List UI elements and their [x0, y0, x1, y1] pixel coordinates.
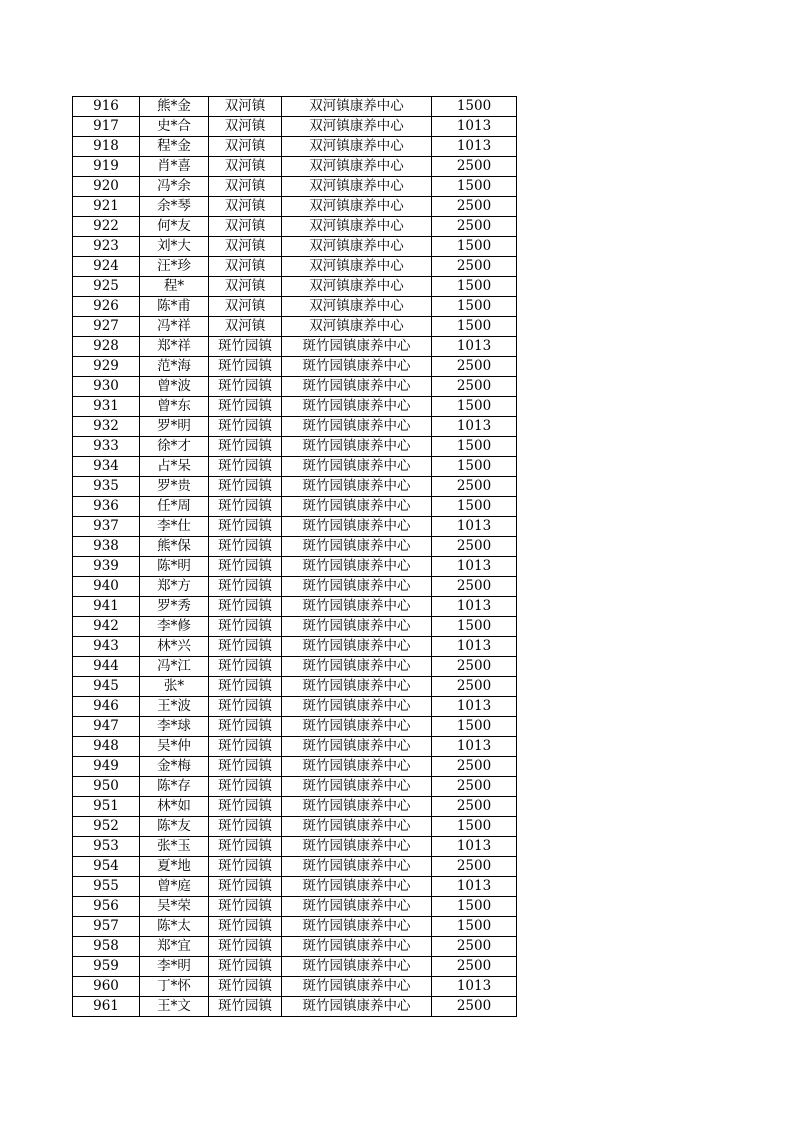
care-center-cell: 斑竹园镇康养中心 — [282, 857, 432, 877]
person-name-cell: 熊*金 — [140, 97, 209, 117]
row-number-cell: 927 — [73, 317, 140, 337]
person-name-cell: 郑*宜 — [140, 937, 209, 957]
amount-cell: 2500 — [432, 677, 517, 697]
row-number-cell: 931 — [73, 397, 140, 417]
person-name-cell: 曾*波 — [140, 377, 209, 397]
row-number-cell: 934 — [73, 457, 140, 477]
amount-cell: 2500 — [432, 797, 517, 817]
row-number-cell: 945 — [73, 677, 140, 697]
person-name-cell: 金*梅 — [140, 757, 209, 777]
table-row — [73, 517, 517, 537]
amount-cell: 2500 — [432, 157, 517, 177]
amount-cell: 1500 — [432, 617, 517, 637]
table-row — [73, 477, 517, 497]
person-name-cell: 陈*甫 — [140, 297, 209, 317]
table-row — [73, 457, 517, 477]
amount-cell: 1500 — [432, 297, 517, 317]
care-center-cell: 双河镇康养中心 — [282, 197, 432, 217]
town-cell: 斑竹园镇 — [209, 877, 282, 897]
care-center-cell: 斑竹园镇康养中心 — [282, 737, 432, 757]
town-cell: 斑竹园镇 — [209, 617, 282, 637]
amount-cell: 1500 — [432, 397, 517, 417]
table-row — [73, 297, 517, 317]
row-number-cell: 930 — [73, 377, 140, 397]
amount-cell: 2500 — [432, 577, 517, 597]
row-number-cell: 949 — [73, 757, 140, 777]
amount-cell: 2500 — [432, 377, 517, 397]
person-name-cell: 罗*明 — [140, 417, 209, 437]
town-cell: 双河镇 — [209, 277, 282, 297]
amount-cell: 1013 — [432, 517, 517, 537]
person-name-cell: 夏*地 — [140, 857, 209, 877]
care-center-cell: 斑竹园镇康养中心 — [282, 477, 432, 497]
row-number-cell: 940 — [73, 577, 140, 597]
row-number-cell: 947 — [73, 717, 140, 737]
amount-cell: 2500 — [432, 477, 517, 497]
town-cell: 斑竹园镇 — [209, 357, 282, 377]
amount-cell: 1013 — [432, 597, 517, 617]
table-row — [73, 717, 517, 737]
row-number-cell: 942 — [73, 617, 140, 637]
row-number-cell: 957 — [73, 917, 140, 937]
care-center-cell: 斑竹园镇康养中心 — [282, 597, 432, 617]
amount-cell: 1013 — [432, 697, 517, 717]
person-name-cell: 占*呆 — [140, 457, 209, 477]
table-row — [73, 817, 517, 837]
person-name-cell: 李*修 — [140, 617, 209, 637]
care-center-cell: 斑竹园镇康养中心 — [282, 697, 432, 717]
care-center-cell: 斑竹园镇康养中心 — [282, 437, 432, 457]
person-name-cell: 王*文 — [140, 997, 209, 1017]
person-name-cell: 张* — [140, 677, 209, 697]
town-cell: 斑竹园镇 — [209, 977, 282, 997]
row-number-cell: 920 — [73, 177, 140, 197]
person-name-cell: 余*琴 — [140, 197, 209, 217]
care-center-cell: 斑竹园镇康养中心 — [282, 357, 432, 377]
care-center-cell: 双河镇康养中心 — [282, 177, 432, 197]
table-row — [73, 157, 517, 177]
row-number-cell: 948 — [73, 737, 140, 757]
care-center-cell: 双河镇康养中心 — [282, 217, 432, 237]
town-cell: 斑竹园镇 — [209, 697, 282, 717]
town-cell: 双河镇 — [209, 197, 282, 217]
person-name-cell: 任*周 — [140, 497, 209, 517]
town-cell: 斑竹园镇 — [209, 677, 282, 697]
care-center-cell: 斑竹园镇康养中心 — [282, 457, 432, 477]
care-center-cell: 斑竹园镇康养中心 — [282, 417, 432, 437]
person-name-cell: 陈*存 — [140, 777, 209, 797]
town-cell: 双河镇 — [209, 177, 282, 197]
table-row — [73, 557, 517, 577]
town-cell: 双河镇 — [209, 237, 282, 257]
row-number-cell: 926 — [73, 297, 140, 317]
table-row — [73, 797, 517, 817]
care-center-cell: 双河镇康养中心 — [282, 277, 432, 297]
table-row — [73, 897, 517, 917]
care-center-cell: 双河镇康养中心 — [282, 137, 432, 157]
care-center-cell: 斑竹园镇康养中心 — [282, 917, 432, 937]
amount-cell: 1500 — [432, 917, 517, 937]
person-name-cell: 吴*仲 — [140, 737, 209, 757]
person-name-cell: 程* — [140, 277, 209, 297]
person-name-cell: 郑*祥 — [140, 337, 209, 357]
table-row — [73, 197, 517, 217]
person-name-cell: 刘*大 — [140, 237, 209, 257]
table-row — [73, 677, 517, 697]
care-center-cell: 斑竹园镇康养中心 — [282, 817, 432, 837]
row-number-cell: 935 — [73, 477, 140, 497]
person-name-cell: 丁*怀 — [140, 977, 209, 997]
person-name-cell: 汪*珍 — [140, 257, 209, 277]
care-center-cell: 斑竹园镇康养中心 — [282, 377, 432, 397]
row-number-cell: 928 — [73, 337, 140, 357]
table-row — [73, 777, 517, 797]
care-center-cell: 斑竹园镇康养中心 — [282, 637, 432, 657]
care-center-cell: 双河镇康养中心 — [282, 97, 432, 117]
data-table — [72, 96, 517, 1017]
table-row — [73, 637, 517, 657]
amount-cell: 1013 — [432, 337, 517, 357]
care-center-cell: 双河镇康养中心 — [282, 297, 432, 317]
care-center-cell: 斑竹园镇康养中心 — [282, 617, 432, 637]
table-row — [73, 177, 517, 197]
table-row — [73, 657, 517, 677]
town-cell: 斑竹园镇 — [209, 857, 282, 877]
row-number-cell: 919 — [73, 157, 140, 177]
town-cell: 斑竹园镇 — [209, 417, 282, 437]
town-cell: 斑竹园镇 — [209, 397, 282, 417]
amount-cell: 2500 — [432, 217, 517, 237]
town-cell: 斑竹园镇 — [209, 637, 282, 657]
town-cell: 双河镇 — [209, 317, 282, 337]
town-cell: 斑竹园镇 — [209, 557, 282, 577]
care-center-cell: 斑竹园镇康养中心 — [282, 997, 432, 1017]
town-cell: 斑竹园镇 — [209, 337, 282, 357]
table-row — [73, 877, 517, 897]
care-center-cell: 斑竹园镇康养中心 — [282, 397, 432, 417]
person-name-cell: 史*合 — [140, 117, 209, 137]
table-row — [73, 697, 517, 717]
amount-cell: 1500 — [432, 97, 517, 117]
town-cell: 斑竹园镇 — [209, 837, 282, 857]
row-number-cell: 938 — [73, 537, 140, 557]
care-center-cell: 斑竹园镇康养中心 — [282, 837, 432, 857]
town-cell: 斑竹园镇 — [209, 937, 282, 957]
person-name-cell: 罗*贵 — [140, 477, 209, 497]
person-name-cell: 吴*荣 — [140, 897, 209, 917]
row-number-cell: 939 — [73, 557, 140, 577]
care-center-cell: 斑竹园镇康养中心 — [282, 977, 432, 997]
table-row — [73, 377, 517, 397]
amount-cell: 1013 — [432, 137, 517, 157]
row-number-cell: 924 — [73, 257, 140, 277]
row-number-cell: 956 — [73, 897, 140, 917]
care-center-cell: 斑竹园镇康养中心 — [282, 757, 432, 777]
table-row — [73, 217, 517, 237]
row-number-cell: 959 — [73, 957, 140, 977]
row-number-cell: 929 — [73, 357, 140, 377]
amount-cell: 1013 — [432, 117, 517, 137]
town-cell: 斑竹园镇 — [209, 997, 282, 1017]
amount-cell: 1013 — [432, 837, 517, 857]
row-number-cell: 922 — [73, 217, 140, 237]
person-name-cell: 王*波 — [140, 697, 209, 717]
person-name-cell: 李*明 — [140, 957, 209, 977]
table-body — [73, 97, 517, 1017]
table-row — [73, 617, 517, 637]
care-center-cell: 斑竹园镇康养中心 — [282, 717, 432, 737]
amount-cell: 2500 — [432, 777, 517, 797]
care-center-cell: 斑竹园镇康养中心 — [282, 557, 432, 577]
row-number-cell: 954 — [73, 857, 140, 877]
person-name-cell: 陈*明 — [140, 557, 209, 577]
town-cell: 斑竹园镇 — [209, 457, 282, 477]
row-number-cell: 960 — [73, 977, 140, 997]
row-number-cell: 923 — [73, 237, 140, 257]
care-center-cell: 斑竹园镇康养中心 — [282, 337, 432, 357]
person-name-cell: 曾*庭 — [140, 877, 209, 897]
row-number-cell: 952 — [73, 817, 140, 837]
town-cell: 斑竹园镇 — [209, 897, 282, 917]
care-center-cell: 斑竹园镇康养中心 — [282, 957, 432, 977]
care-center-cell: 斑竹园镇康养中心 — [282, 577, 432, 597]
person-name-cell: 林*兴 — [140, 637, 209, 657]
row-number-cell: 944 — [73, 657, 140, 677]
town-cell: 双河镇 — [209, 117, 282, 137]
amount-cell: 2500 — [432, 957, 517, 977]
care-center-cell: 双河镇康养中心 — [282, 317, 432, 337]
care-center-cell: 斑竹园镇康养中心 — [282, 797, 432, 817]
amount-cell: 1500 — [432, 437, 517, 457]
town-cell: 斑竹园镇 — [209, 797, 282, 817]
amount-cell: 1500 — [432, 277, 517, 297]
table-row — [73, 857, 517, 877]
table-row — [73, 237, 517, 257]
amount-cell: 1500 — [432, 717, 517, 737]
row-number-cell: 941 — [73, 597, 140, 617]
row-number-cell: 946 — [73, 697, 140, 717]
town-cell: 斑竹园镇 — [209, 497, 282, 517]
amount-cell: 2500 — [432, 757, 517, 777]
town-cell: 双河镇 — [209, 217, 282, 237]
table-row — [73, 97, 517, 117]
amount-cell: 1500 — [432, 237, 517, 257]
amount-cell: 1013 — [432, 877, 517, 897]
table-row — [73, 397, 517, 417]
amount-cell: 2500 — [432, 657, 517, 677]
amount-cell: 1013 — [432, 737, 517, 757]
table-row — [73, 117, 517, 137]
town-cell: 斑竹园镇 — [209, 957, 282, 977]
table-row — [73, 937, 517, 957]
row-number-cell: 953 — [73, 837, 140, 857]
town-cell: 斑竹园镇 — [209, 437, 282, 457]
row-number-cell: 950 — [73, 777, 140, 797]
person-name-cell: 冯*江 — [140, 657, 209, 677]
care-center-cell: 斑竹园镇康养中心 — [282, 937, 432, 957]
table-row — [73, 497, 517, 517]
amount-cell: 1500 — [432, 177, 517, 197]
town-cell: 斑竹园镇 — [209, 777, 282, 797]
person-name-cell: 程*金 — [140, 137, 209, 157]
table-row — [73, 957, 517, 977]
table-row — [73, 337, 517, 357]
town-cell: 双河镇 — [209, 97, 282, 117]
table-row — [73, 417, 517, 437]
table-row — [73, 917, 517, 937]
person-name-cell: 张*玉 — [140, 837, 209, 857]
amount-cell: 2500 — [432, 357, 517, 377]
row-number-cell: 955 — [73, 877, 140, 897]
care-center-cell: 斑竹园镇康养中心 — [282, 897, 432, 917]
person-name-cell: 李*球 — [140, 717, 209, 737]
town-cell: 斑竹园镇 — [209, 917, 282, 937]
table-row — [73, 357, 517, 377]
care-center-cell: 斑竹园镇康养中心 — [282, 777, 432, 797]
care-center-cell: 斑竹园镇康养中心 — [282, 677, 432, 697]
town-cell: 斑竹园镇 — [209, 737, 282, 757]
amount-cell: 1013 — [432, 417, 517, 437]
amount-cell: 2500 — [432, 197, 517, 217]
table-row — [73, 137, 517, 157]
row-number-cell: 961 — [73, 997, 140, 1017]
table-row — [73, 837, 517, 857]
amount-cell: 1500 — [432, 897, 517, 917]
care-center-cell: 双河镇康养中心 — [282, 157, 432, 177]
row-number-cell: 916 — [73, 97, 140, 117]
amount-cell: 2500 — [432, 997, 517, 1017]
table-row — [73, 277, 517, 297]
row-number-cell: 958 — [73, 937, 140, 957]
person-name-cell: 冯*余 — [140, 177, 209, 197]
row-number-cell: 937 — [73, 517, 140, 537]
amount-cell: 1500 — [432, 317, 517, 337]
amount-cell: 1500 — [432, 817, 517, 837]
person-name-cell: 郑*方 — [140, 577, 209, 597]
town-cell: 斑竹园镇 — [209, 817, 282, 837]
town-cell: 斑竹园镇 — [209, 517, 282, 537]
row-number-cell: 921 — [73, 197, 140, 217]
care-center-cell: 斑竹园镇康养中心 — [282, 497, 432, 517]
care-center-cell: 斑竹园镇康养中心 — [282, 537, 432, 557]
town-cell: 斑竹园镇 — [209, 717, 282, 737]
table-row — [73, 737, 517, 757]
town-cell: 斑竹园镇 — [209, 757, 282, 777]
amount-cell: 2500 — [432, 537, 517, 557]
table-row — [73, 317, 517, 337]
table-row — [73, 437, 517, 457]
table-row — [73, 997, 517, 1017]
person-name-cell: 陈*太 — [140, 917, 209, 937]
table-row — [73, 597, 517, 617]
town-cell: 斑竹园镇 — [209, 577, 282, 597]
town-cell: 双河镇 — [209, 257, 282, 277]
row-number-cell: 917 — [73, 117, 140, 137]
town-cell: 斑竹园镇 — [209, 537, 282, 557]
care-center-cell: 双河镇康养中心 — [282, 237, 432, 257]
row-number-cell: 951 — [73, 797, 140, 817]
town-cell: 斑竹园镇 — [209, 377, 282, 397]
amount-cell: 1500 — [432, 497, 517, 517]
town-cell: 斑竹园镇 — [209, 477, 282, 497]
care-center-cell: 双河镇康养中心 — [282, 257, 432, 277]
row-number-cell: 943 — [73, 637, 140, 657]
town-cell: 斑竹园镇 — [209, 597, 282, 617]
person-name-cell: 何*友 — [140, 217, 209, 237]
person-name-cell: 李*仕 — [140, 517, 209, 537]
person-name-cell: 罗*秀 — [140, 597, 209, 617]
table-row — [73, 537, 517, 557]
amount-cell: 1500 — [432, 457, 517, 477]
amount-cell: 2500 — [432, 257, 517, 277]
row-number-cell: 925 — [73, 277, 140, 297]
amount-cell: 2500 — [432, 937, 517, 957]
amount-cell: 1013 — [432, 637, 517, 657]
person-name-cell: 冯*祥 — [140, 317, 209, 337]
town-cell: 双河镇 — [209, 137, 282, 157]
row-number-cell: 918 — [73, 137, 140, 157]
table-row — [73, 257, 517, 277]
row-number-cell: 933 — [73, 437, 140, 457]
amount-cell: 1013 — [432, 557, 517, 577]
town-cell: 双河镇 — [209, 157, 282, 177]
care-center-cell: 斑竹园镇康养中心 — [282, 657, 432, 677]
row-number-cell: 936 — [73, 497, 140, 517]
person-name-cell: 陈*友 — [140, 817, 209, 837]
person-name-cell: 范*海 — [140, 357, 209, 377]
table-row — [73, 977, 517, 997]
care-center-cell: 斑竹园镇康养中心 — [282, 517, 432, 537]
town-cell: 斑竹园镇 — [209, 657, 282, 677]
person-name-cell: 熊*保 — [140, 537, 209, 557]
person-name-cell: 曾*东 — [140, 397, 209, 417]
table-row — [73, 577, 517, 597]
care-center-cell: 斑竹园镇康养中心 — [282, 877, 432, 897]
person-name-cell: 林*如 — [140, 797, 209, 817]
amount-cell: 2500 — [432, 857, 517, 877]
amount-cell: 1013 — [432, 977, 517, 997]
town-cell: 双河镇 — [209, 297, 282, 317]
table-row — [73, 757, 517, 777]
row-number-cell: 932 — [73, 417, 140, 437]
care-center-cell: 双河镇康养中心 — [282, 117, 432, 137]
person-name-cell: 徐*才 — [140, 437, 209, 457]
person-name-cell: 肖*喜 — [140, 157, 209, 177]
